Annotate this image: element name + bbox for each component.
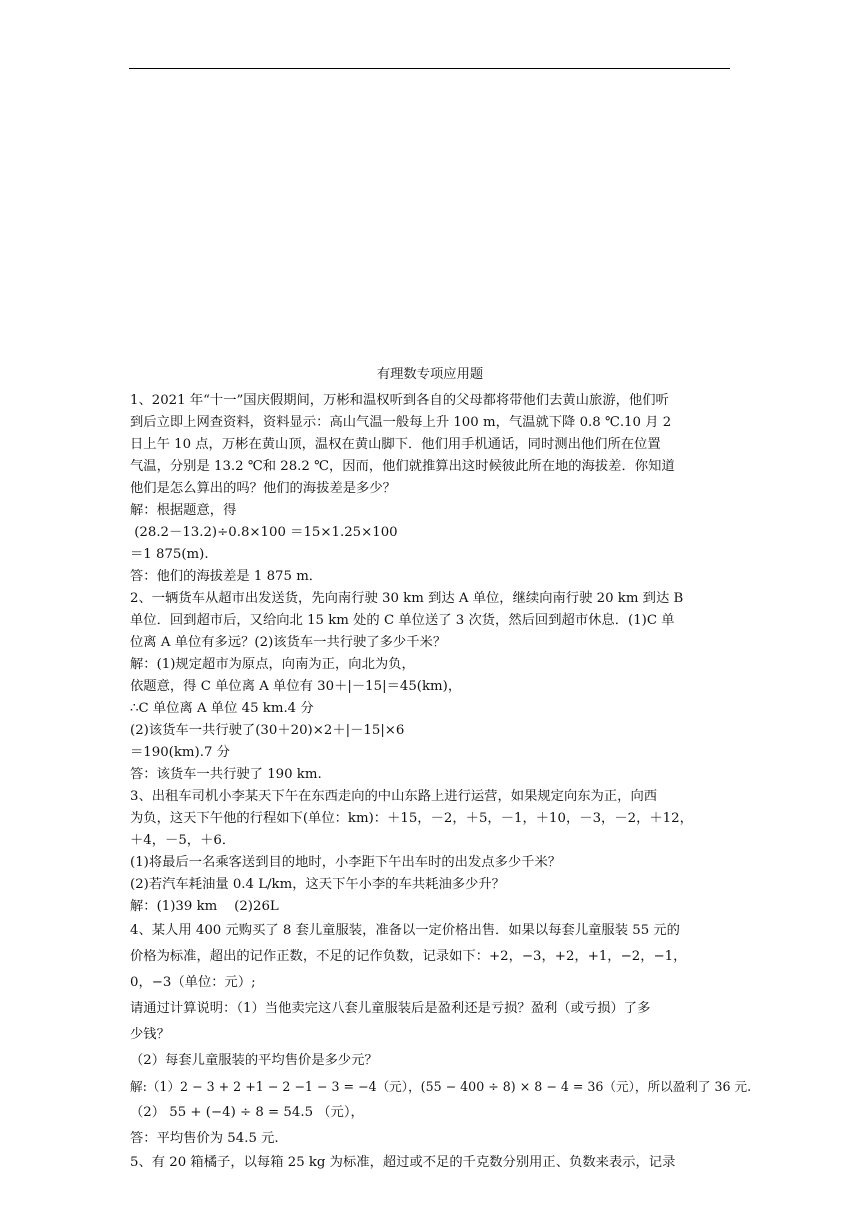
question-5	[130, 1152, 730, 1174]
q4-line: 价格为标准，超出的记作正数，不足的记作负数，记录如下：+2，−3，+2，+1，−2，−1，	[130, 949, 687, 964]
q3-answer: 解：(1)39 km (2)26L	[130, 899, 279, 914]
q2-solution-line: ∴C 单位离 A 单位 45 km.4 分	[130, 701, 314, 716]
question-4	[130, 918, 752, 1152]
header-rule	[129, 68, 730, 69]
q4-answer: 答：平均售价为 54.5 元.	[130, 1131, 279, 1146]
q2-solution-line: ＝190(km).7 分	[130, 745, 230, 760]
q3-subquestion: (1)将最后一名乘客送到目的地时，小李距下午出车时的出发点多少千米？	[130, 855, 562, 870]
q1-answer: 答：他们的海拔差是 1 875 m．	[130, 569, 323, 584]
page-title: 有理数专项应用题	[376, 367, 484, 382]
q1-line: 他们是怎么算出的吗？他们的海拔差是多少？	[130, 481, 396, 496]
document-body	[130, 364, 752, 1174]
q1-solution-line: ＝1 875(m).	[130, 547, 209, 562]
q4-line: 4、某人用 400 元购买了 8 套儿童服装，准备以一定价格出售．如果以每套儿童服装 55 元的	[130, 923, 680, 938]
q4-solution-line: （2） 55 + (−4) ÷ 8 = 54.5 （元），	[130, 1105, 364, 1120]
q2-answer: 答：该货车一共行驶了 190 km.	[130, 767, 322, 782]
q2-line: 单位．回到超市后，又给向北 15 km 处的 C 单位送了 3 次货，然后回到超市休息．(1)C 单	[130, 613, 675, 628]
q1-line: 气温，分别是 13.2 ℃和 28.2 ℃，因而，他们就推算出这时候彼此所在地的海拔差．你知道	[130, 459, 675, 474]
q4-solution-line: 解:（1）2 − 3 + 2 +1 − 2 −1 − 3 = −4（元），(55 − 400 ÷ 8) × 8 − 4 = 36（元），所以盈利了 36 元.	[130, 1079, 752, 1094]
q2-solution-line: 解：(1)规定超市为原点，向南为正，向北为负，	[130, 657, 415, 672]
question-3	[130, 786, 730, 918]
q4-line: 请通过计算说明：（1）当他卖完这八套儿童服装后是盈利还是亏损？盈利（或亏损）了多	[130, 1001, 651, 1016]
question-2	[130, 588, 730, 786]
q1-line: 日上午 10 点，万彬在黄山顶，温权在黄山脚下．他们用手机通话，同时测出他们所在位置	[130, 437, 661, 452]
q1-solution-line: 解：根据题意，得	[130, 503, 237, 518]
q3-line: 为负，这天下午他的行程如下(单位：km)：＋15，－2，＋5，－1，＋10，－3，－2，＋12，	[130, 811, 693, 826]
q4-subquestion: （2）每套儿童服装的平均售价是多少元？	[130, 1053, 378, 1068]
q2-solution-line: (2)该货车一共行驶了(30＋20)×2＋|－15|×6	[130, 723, 405, 738]
question-1	[130, 390, 730, 588]
q2-solution-line: 依题意，得 C 单位离 A 单位有 30＋|－15|＝45(km)，	[130, 679, 462, 694]
q3-line: 3、出租车司机小李某天下午在东西走向的中山东路上进行运营，如果规定向东为正，向西	[130, 789, 658, 804]
q1-line: 1、2021 年“十一”国庆假期间，万彬和温权听到各自的父母都将带他们去黄山旅游，他们听	[130, 393, 669, 408]
q5-line: 5、有 20 箱橘子，以每箱 25 kg 为标准，超过或不足的千克数分别用正、负数来表示，记录	[130, 1155, 676, 1170]
q2-line: 2、一辆货车从超市出发送货，先向南行驶 30 km 到达 A 单位，继续向南行驶 20 km 到达 B	[130, 591, 684, 606]
q4-line: 0，−3（单位：元）;	[130, 975, 256, 990]
q3-line: ＋4，－5，＋6．	[130, 833, 236, 848]
q4-line: 少钱？	[130, 1027, 170, 1042]
q1-line: 到后立即上网查资料，资料显示：高山气温一般每上升 100 m，气温就下降 0.8 ℃.10 月 2	[130, 415, 672, 430]
q2-line: 位离 A 单位有多远？(2)该货车一共行驶了多少千米？	[130, 635, 447, 650]
q3-subquestion: (2)若汽车耗油量 0.4 L/km，这天下午小李的车共耗油多少升？	[130, 877, 505, 892]
q1-solution-line: (28.2－13.2)÷0.8×100 ＝15×1.25×100	[130, 525, 398, 540]
